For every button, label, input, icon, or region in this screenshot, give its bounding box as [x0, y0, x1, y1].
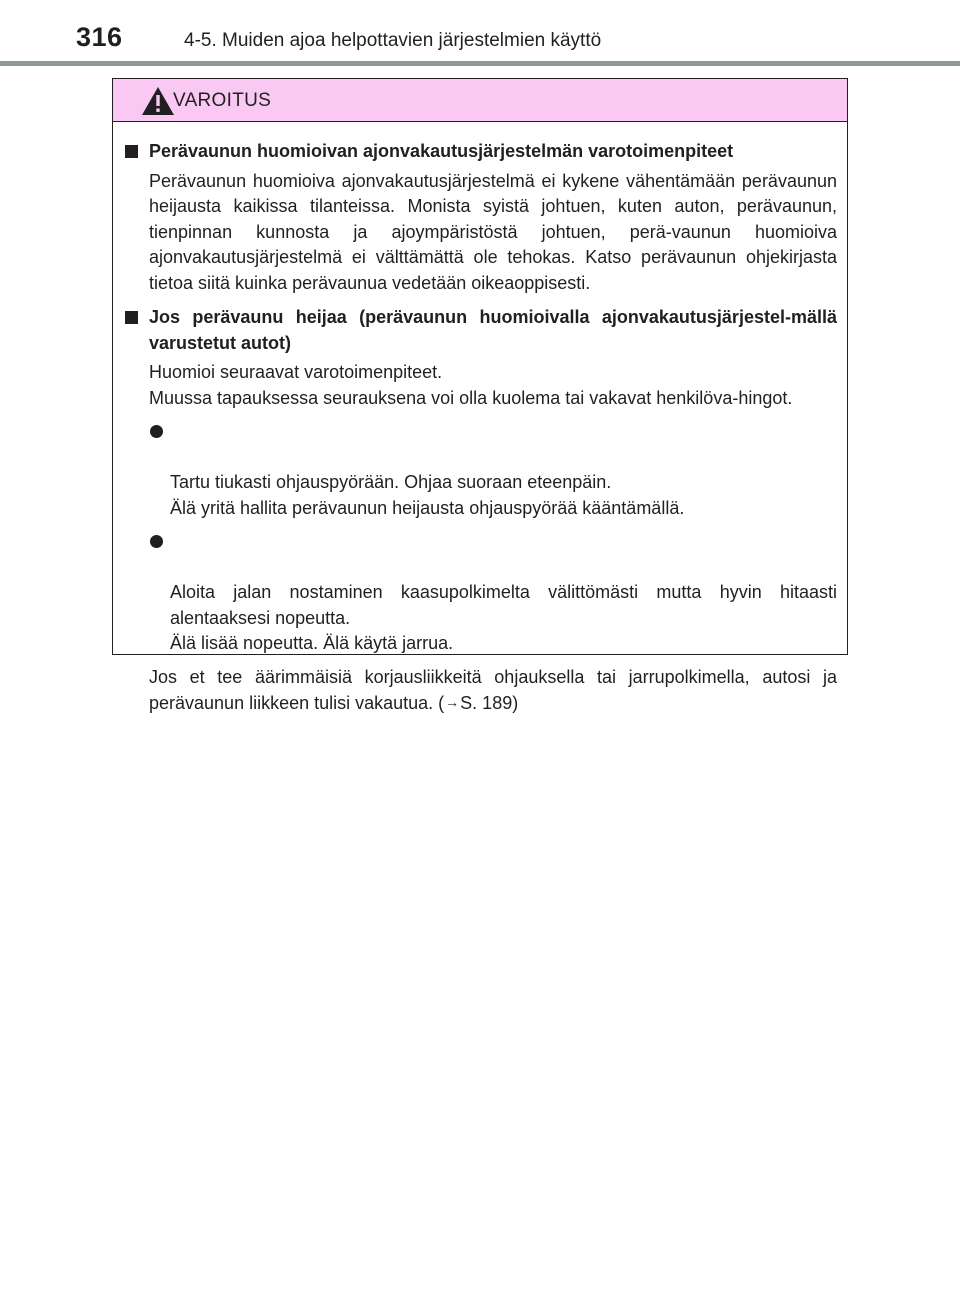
warning-header: [113, 79, 847, 122]
page-number: 316: [76, 22, 123, 52]
section-paragraph: Perävaunun huomioiva ajonvakautusjärjestelmä ei kykene vähentämään perävaunun heijausta kaikissa tilanteissa. Monista syistä johtuen, kuten auton, perävaunun, tienpinnan kunnosta ja ajoympäristöstä johtuen, perä-vaunun huomioiva ajonvakautusjärjestelmä ei välttämättä ole tehokas. Katso perävaunun ohjekirjasta tietoa siitä kuinka perävaunua vedetään oikeaoppisesti.: [149, 170, 837, 293]
section-heading-text: Jos perävaunu heijaa (perävaunun huomioivalla ajonvakautusjärjestel-mällä varustetut autot): [149, 307, 837, 353]
list-item: [125, 419, 837, 521]
list-item-text: Tartu tiukasti ohjauspyörään. Ohjaa suoraan eteenpäin. Älä yritä hallita perävaunun heijausta ohjauspyörää kääntämällä.: [170, 472, 685, 518]
closing-paren: ): [512, 693, 519, 713]
chapter-title: 4-5. Muiden ajoa helpottavien järjestelmien käyttö: [184, 30, 602, 51]
warning-label: VAROITUS: [173, 90, 272, 111]
round-bullet-icon: [150, 425, 163, 438]
list-item: [125, 529, 837, 657]
square-bullet-icon: [125, 145, 138, 158]
round-bullet-icon: [150, 535, 163, 548]
warning-triangle-icon: [141, 86, 175, 116]
closing-text: Jos et tee äärimmäisiä korjausliikkeitä ohjauksella tai jarrupolkimella, autosi ja perävaunun liikkeen tulisi vakautua. (: [149, 666, 837, 713]
warning-body: [113, 122, 847, 717]
section-heading-trailer-sways: [125, 305, 837, 356]
square-bullet-icon: [125, 311, 138, 324]
header-divider: [0, 61, 960, 66]
section-heading-text: Perävaunun huomioivan ajonvakautusjärjestelmän varotoimenpiteet: [149, 141, 734, 161]
warning-box: [112, 78, 848, 713]
section-heading-trailer-sway-precautions: [125, 139, 837, 165]
reference-arrow-icon: →: [445, 694, 460, 710]
list-item-text: Aloita jalan nostaminen kaasupolkimelta välittömästi mutta hyvin hitaasti alentaaksesi nopeutta. Älä lisää nopeutta. Älä käytä jarrua.: [170, 582, 837, 653]
page-reference-link[interactable]: S. 189: [460, 693, 513, 713]
closing-paragraph: [125, 665, 837, 717]
section-intro-paragraph: Huomioi seuraavat varotoimenpiteet. Muussa tapauksessa seurauksena voi olla kuolema tai vakavat henkilöva-hingot.: [149, 362, 793, 408]
